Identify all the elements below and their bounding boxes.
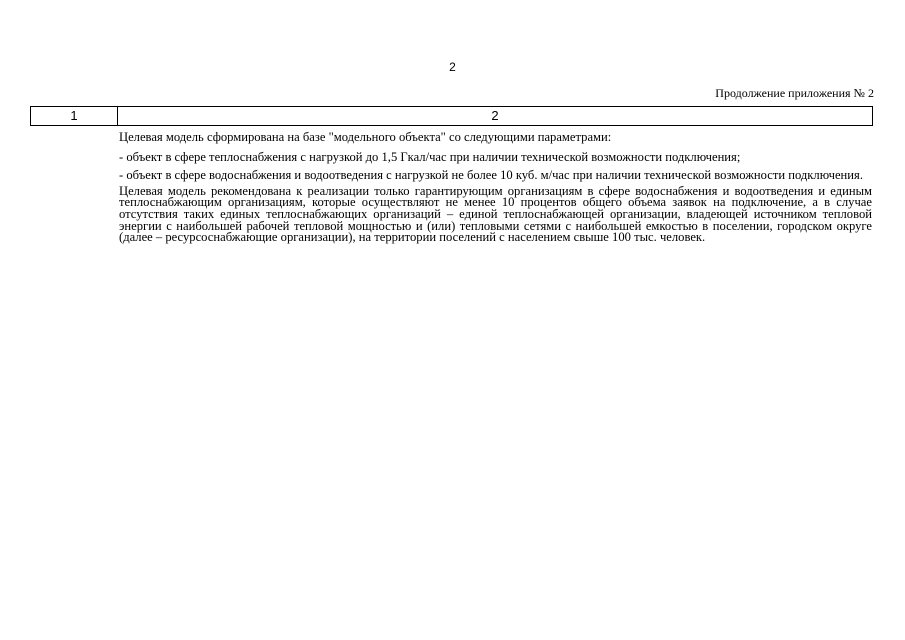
column-2-number: 2 — [118, 107, 873, 126]
heat-supply-object-bullet: - объект в сфере теплоснабжения с нагрузкой до 1,5 Гкал/час при наличии технической возможности подключения; — [119, 149, 741, 164]
column-number-header-table — [30, 106, 873, 126]
page-number: 2 — [449, 60, 456, 74]
appendix-continuation-label: Продолжение приложения № 2 — [715, 86, 874, 100]
model-intro-text: Целевая модель сформирована на базе "модельного объекта" со следующими параметрами: — [119, 130, 612, 144]
column-number-row — [31, 107, 873, 126]
model-recommendation-paragraph: Целевая модель рекомендована к реализации только гарантирующим организациям в сфере водоснабжения и водоотведения и единым теплоснабжающим организациям, которые осуществляют не менее 10 процентов общего объема заявок на подключение, а в случае отсутствия таких единых теплоснабжающих организаций – единой теплоснабжающей организации, владеющей источником тепловой энергии с наибольшей рабочей тепловой мощностью и (или) тепловыми сетями с наибольшей емкостью в поселении, городском округе (далее – ресурсоснабжающие организации), на территории поселений с населением свыше 100 тыс. человек. — [119, 183, 872, 245]
column-1-number: 1 — [31, 107, 118, 126]
water-supply-object-bullet: - объект в сфере водоснабжения и водоотведения с нагрузкой не более 10 куб. м/час при наличии технической возможности подключения. — [119, 168, 863, 183]
document-content — [119, 132, 872, 244]
